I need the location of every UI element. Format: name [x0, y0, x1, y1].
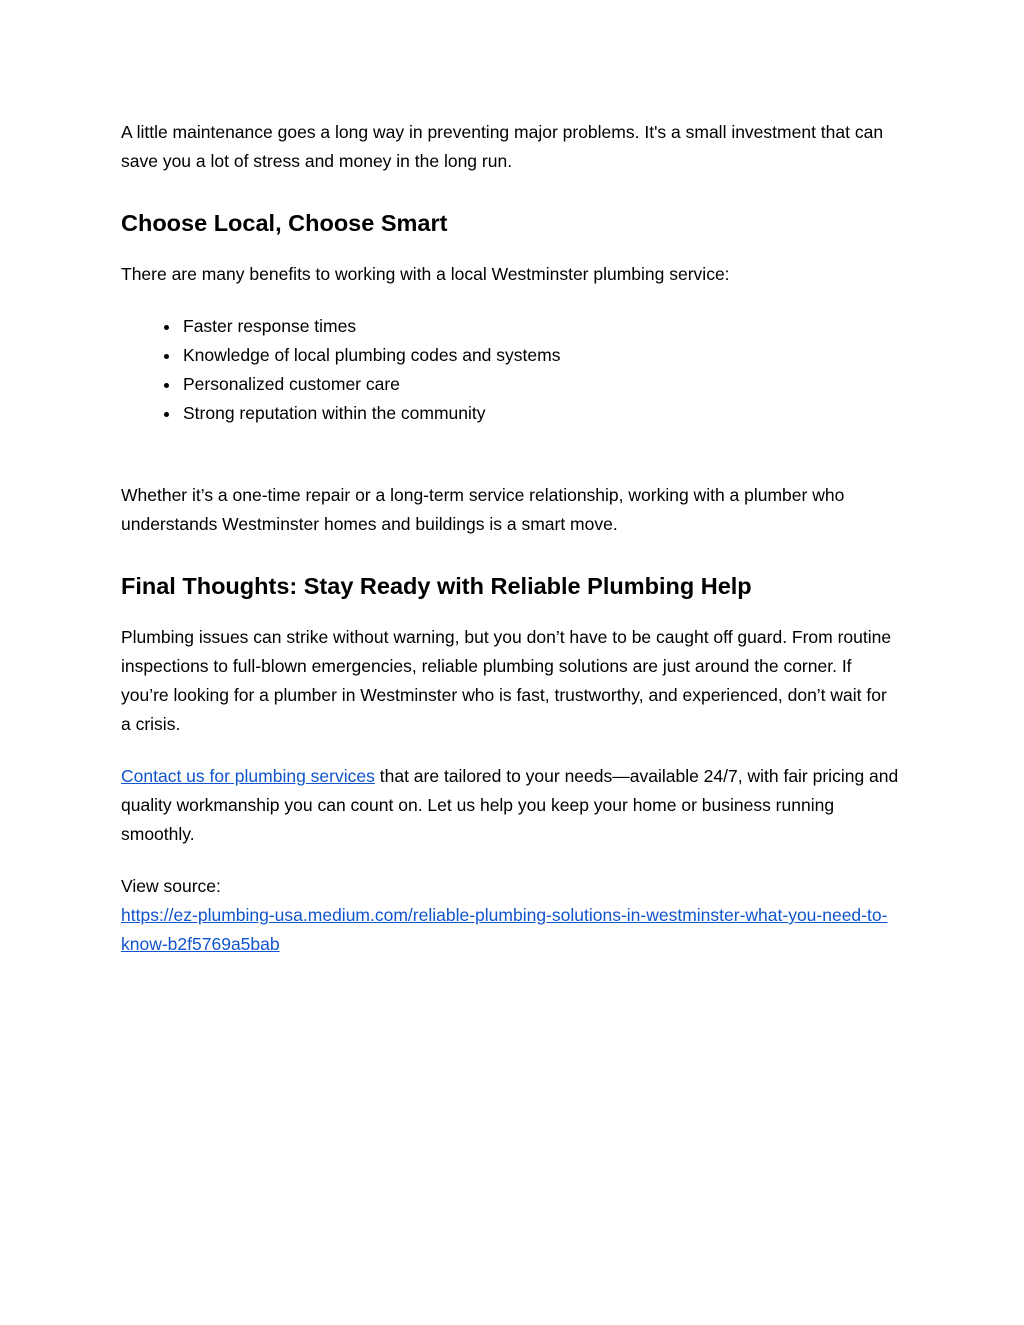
heading-final-thoughts: Final Thoughts: Stay Ready with Reliable Plumbing Help: [121, 573, 752, 599]
document-content: [121, 118, 901, 982]
local-lead-paragraph: There are many benefits to working with a local Westminster plumbing service:: [121, 264, 730, 284]
contact-paragraph: [121, 762, 901, 849]
list-item: • Personalized customer care: [181, 370, 901, 399]
list-item: • Faster response times: [181, 312, 901, 341]
local-closing-paragraph: Whether it’s a one-time repair or a long-term service relationship, working with a plumber who understands Westminster homes and buildings is a smart move.: [121, 485, 845, 534]
heading-choose-local: Choose Local, Choose Smart: [121, 210, 448, 236]
view-source-block: [121, 872, 901, 959]
contact-link[interactable]: Contact us for plumbing services: [121, 766, 375, 786]
source-url-link[interactable]: https://ez-plumbing-usa.medium.com/reliable-plumbing-solutions-in-westminster-what-you-need-to-know-b2f5769a5bab: [121, 905, 888, 954]
view-source-label: View source:: [121, 876, 221, 896]
intro-paragraph: A little maintenance goes a long way in preventing major problems. It's a small investment that can save you a lot of stress and money in the long run.: [121, 122, 884, 171]
list-item: • Strong reputation within the community: [181, 399, 901, 428]
final-body-paragraph: Plumbing issues can strike without warning, but you don’t have to be caught off guard. From routine inspections to full-blown emergencies, reliable plumbing solutions are just around the corner. If you’re looking for a plumber in Westminster who is fast, trustworthy, and experienced, don’t wait for a crisis.: [121, 627, 892, 734]
contact-paragraph-text: that are tailored to your needs—available 24/7, with fair pricing and quality workmanship you can count on. Let us help you keep your home or business running smoothly.: [121, 766, 899, 844]
list-item: • Knowledge of local plumbing codes and systems: [181, 341, 901, 370]
benefits-list: [121, 312, 901, 428]
